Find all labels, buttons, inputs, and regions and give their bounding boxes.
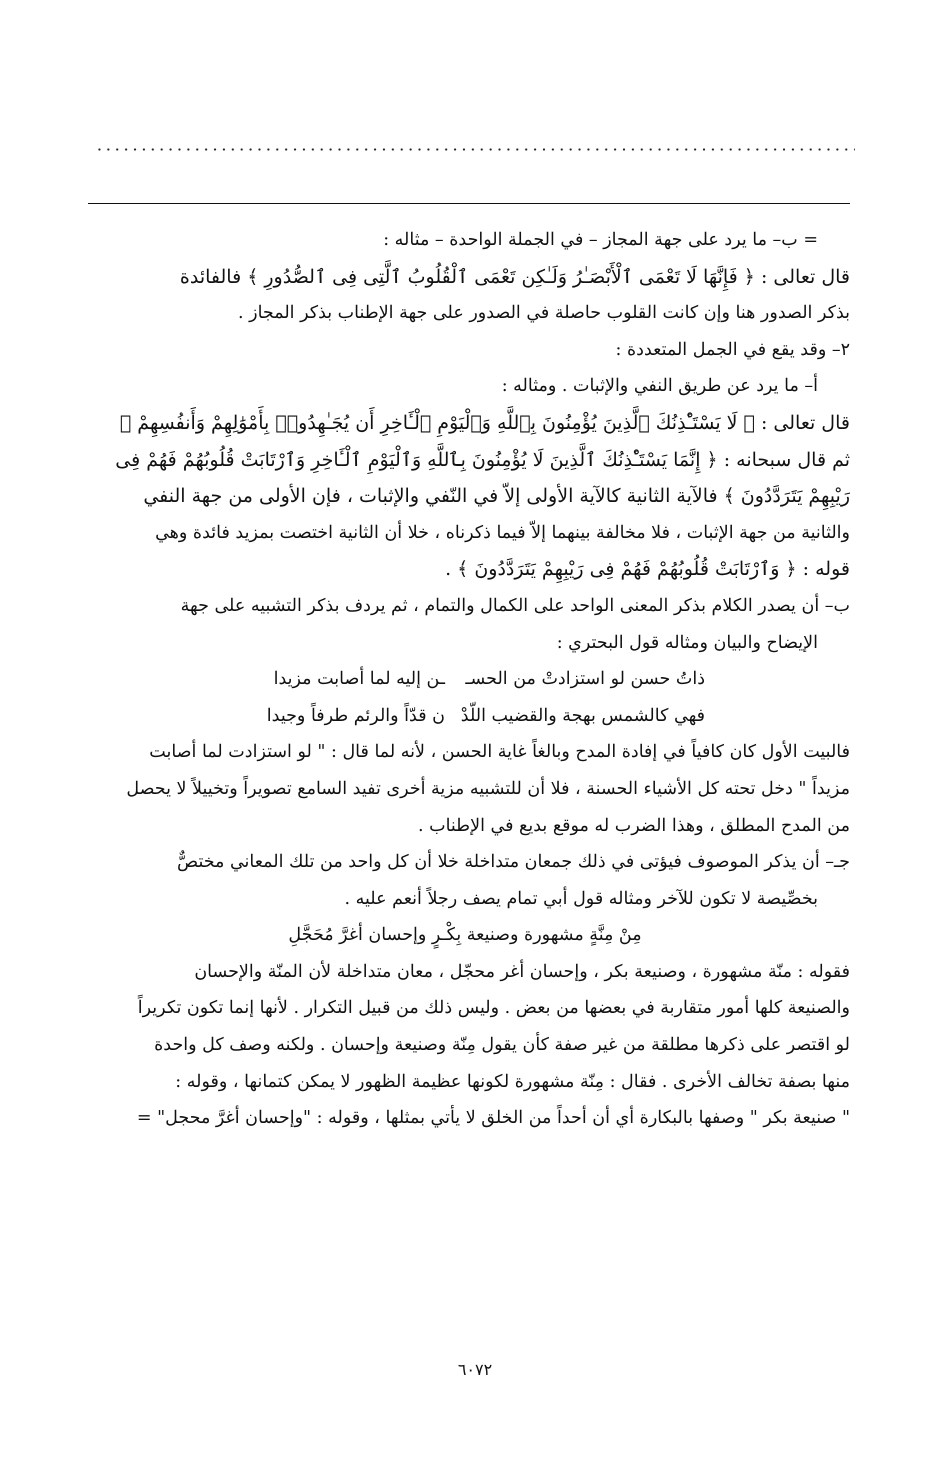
verse-second-hemistich: ن قدّاً والرئم طرفاً وجيدا [266, 705, 445, 726]
text-line: بذكر الصدور هنا وإن كانت القلوب حاصلة في الصدور على جهة الإطناب بذكر المجاز . [238, 303, 850, 324]
text-line: فقوله : منّة مشهورة ، وصنيعة بكر ، وإحسان أغر محجّل ، معان متداخلة لأن المنّة والإحسان [194, 961, 850, 982]
text-line: أ– ما يرد عن طريق النفي والإثبات . ومثاله : [501, 376, 818, 397]
text-line: " صنيعة بكر " وصفها بالبكارة أي أن أحداً من الخلق لا يأتي بمثلها ، وقوله : "وإحسان أغرَّ محجل" = [136, 1108, 850, 1129]
quran-line: قال تعالى : ﴿ لَا يَسْتَـْٔذِنُكَ ٱلَّذِينَ يُؤْمِنُونَ بِٱللَّهِ وَٱلْيَوْمِ ٱلْـَٔاخِرِ أَن يُجَـٰهِدُوا۟ بِأَمْوَٰلِهِمْ وَأَنفُسِهِمْ ﴾ [119, 411, 850, 434]
text-line: فالبيت الأول كان كافياً في إفادة المدح وبالغاً غاية الحسن ، لأنه لما قال : " لو استزادت لما أصابت [149, 742, 850, 763]
quran-line: قال تعالى : ﴿ فَإِنَّهَا لَا تَعْمَى ٱلْأَبْصَـٰرُ وَلَـٰكِن تَعْمَى ٱلْقُلُوبُ ٱلَّتِى فِى ٱلصُّدُورِ ﴾ فالفائدة [179, 265, 850, 288]
text-line: ب– أن يصدر الكلام بذكر المعنى الواحد على الكمال والتمام ، ثم يردف بذكر التشبيه على جهة [180, 595, 850, 616]
poem-verse: مِنْ مِنَّةٍ مشهورة وصنيعة بِكْـرٍ وإحسان أغرَّ مُحَجَّلِ [288, 925, 642, 946]
poem-verse [80, 661, 850, 698]
quran-line: رَيْبِهِمْ يَتَرَدَّدُونَ ﴾ فالآية الثانية كالآية الأولى إلاّ في النّفي والإثبات ، فإن الأولى من جهة النفي [143, 485, 850, 508]
verse-first-hemistich: ذاتُ حسن لو استزادتْ من الحسـ [465, 669, 705, 690]
header-rule [88, 203, 850, 204]
poem-verse [80, 698, 850, 735]
quran-line: قوله : ﴿ وَٱرْتَابَتْ قُلُوبُهُمْ فَهُمْ فِى رَيْبِهِمْ يَتَرَدَّدُونَ ﴾ . [445, 558, 850, 581]
main-text [80, 222, 850, 1137]
page-number: ٦٠٧٢ [457, 1360, 493, 1379]
text-line: بخصِّيصة لا تكون للآخر ومثاله قول أبي تمام يصف رجلاً أنعم عليه . [344, 888, 818, 909]
text-line: والثانية من جهة الإثبات ، فلا مخالفة بينهما إلاّ فيما ذكرناه ، خلا أن الثانية اختصت بمزيد فائدة وهي [155, 522, 850, 543]
text-line: والصنيعة كلها أمور متقاربة في بعضها من بعض . وليس ذلك من قبيل التكرار . لأنها إنما تكون تكريراً [137, 998, 850, 1019]
verse-second-hemistich: ـن إليه لما أصابت مزيدا [273, 669, 445, 690]
verse-first-hemistich: فهي كالشمس بهجة والقضيب اللّدْ [460, 705, 705, 726]
quran-line: ثم قال سبحانه : ﴿ إِنَّمَا يَسْتَـْٔذِنُكَ ٱلَّذِينَ لَا يُؤْمِنُونَ بِٱللَّهِ وَٱلْيَوْمِ ٱلْـَٔاخِرِ وَٱرْتَابَتْ قُلُوبُهُمْ فَهُمْ فِى [115, 448, 850, 471]
section-heading: ٢– وقد يقع في الجمل المتعددة : [615, 339, 850, 360]
dotted-separator [95, 148, 855, 151]
text-line: الإيضاح والبيان ومثاله قول البحتري : [556, 632, 818, 653]
text-line: جـ– أن يذكر الموصوف فيؤتى في ذلك جمعان متداخلة خلا أن كل واحد من تلك المعاني مختصٌّ [177, 852, 850, 873]
text-line: من المدح المطلق ، وهذا الضرب له موقع بديع في الإطناب . [417, 815, 850, 836]
text-line: لو اقتصر على ذكرها مطلقة من غير صفة كأن يقول مِنّة وصنيعة وإحسان . ولكنه وصف كل واحدة [154, 1035, 850, 1056]
text-line: مزيداً " دخل تحته كل الأشياء الحسنة ، فلا أن للتشبيه مزية أخرى تفيد السامع تصويراً وتخييلاً لا يحصل [126, 778, 850, 799]
text-line: منها بصفة تخالف الأخرى . فقال : مِنّة مشهورة لكونها عظيمة الظهور لا يمكن كتمانها ، وقوله : [175, 1071, 850, 1092]
text-line: = ب– ما يرد على جهة المجاز – في الجملة الواحدة – مثاله : [383, 230, 818, 250]
